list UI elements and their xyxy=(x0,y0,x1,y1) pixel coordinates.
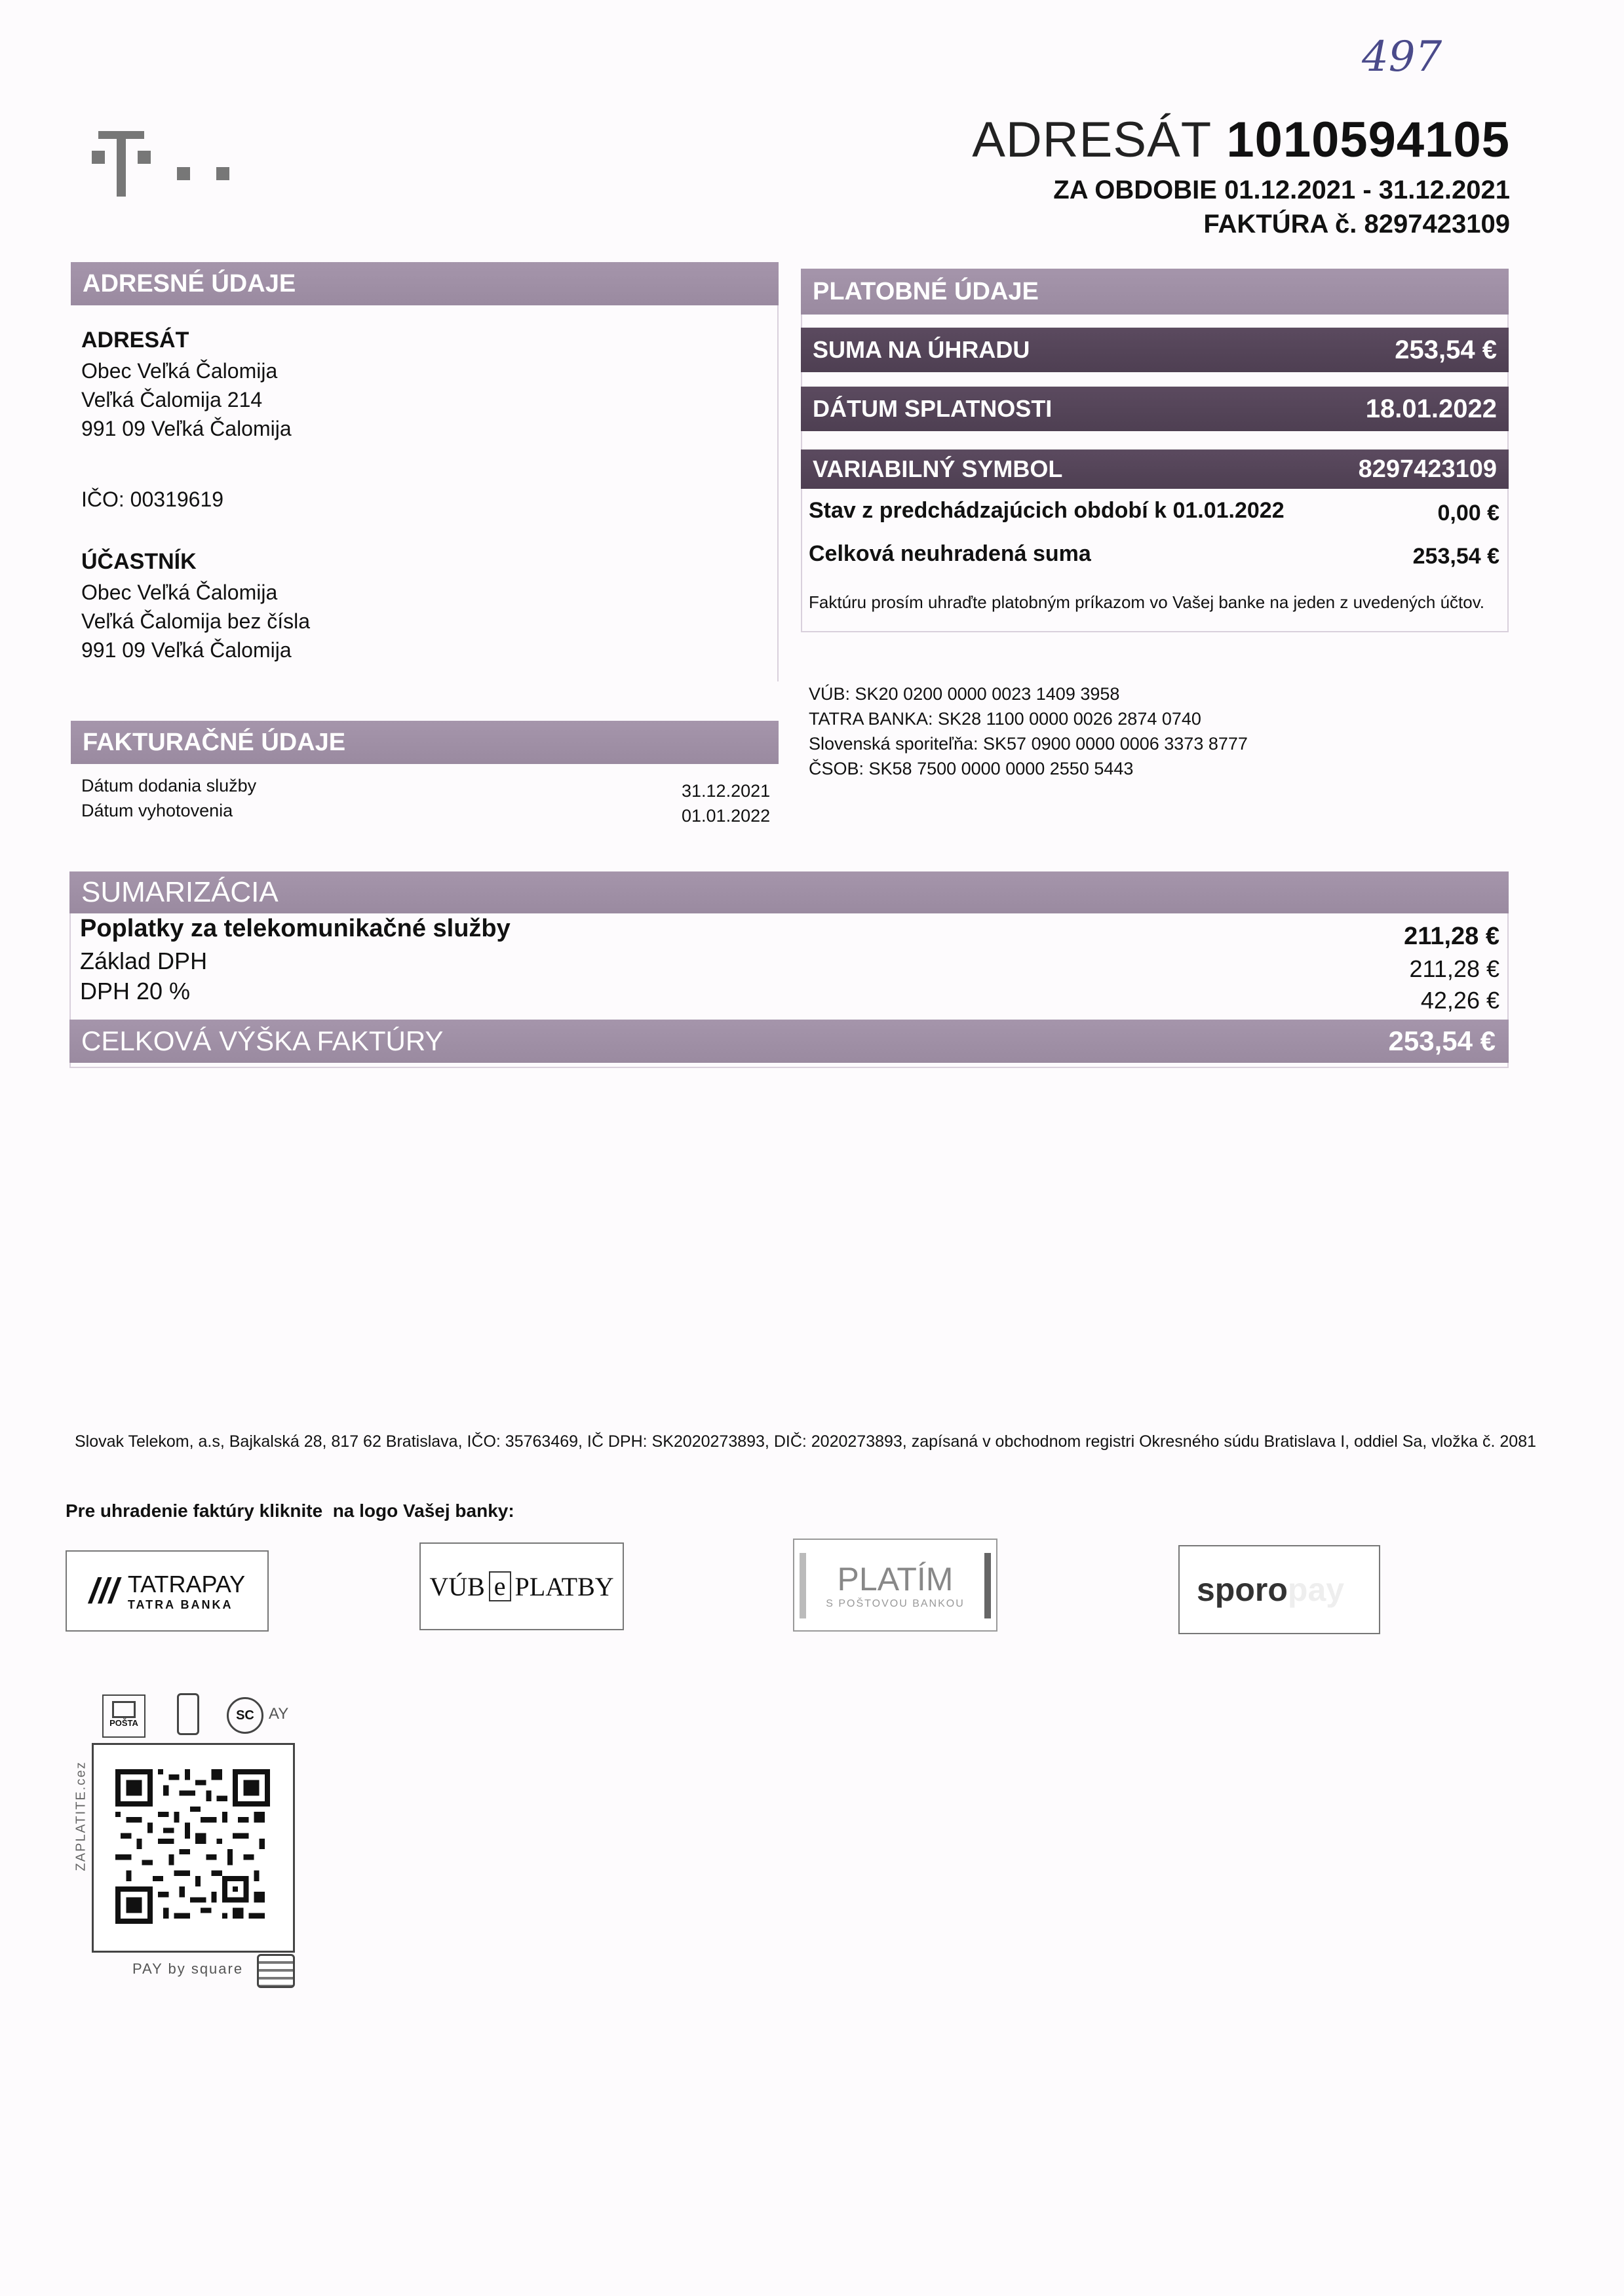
invoice-total-value: 253,54 € xyxy=(1388,1025,1496,1056)
summary-section-title: SUMARIZÁCIA xyxy=(69,871,1509,913)
platim-right-bracket xyxy=(984,1553,991,1618)
bank-accounts xyxy=(809,681,1248,781)
tatrapay-slash-icon: /// xyxy=(88,1571,119,1611)
company-info: Slovak Telekom, a.s, Bajkalská 28, 817 62 Bratislava, IČO: 35763469, IČ DPH: SK2020273893, DIČ: 2020273893, zapísaná v obchodnom registri Okresného súdu Bratislava I, oddiel Sa, vložka č. 2081 xyxy=(75,1432,1537,1451)
telekom-logo xyxy=(92,131,256,203)
qr-caption: PAY by square xyxy=(132,1961,244,1977)
address-line: Veľká Čalomija 214 xyxy=(81,388,263,411)
posta-label: POŠTA xyxy=(109,1718,138,1728)
variable-symbol-value: 8297423109 xyxy=(1358,455,1497,483)
vub-right: PLATBY xyxy=(514,1571,614,1601)
due-date-row xyxy=(801,387,1509,431)
card-icon xyxy=(257,1954,295,1988)
phone-icon xyxy=(177,1693,199,1735)
tatrapay-main: TATRAPAY xyxy=(127,1570,246,1598)
invoice-number: 8297423109 xyxy=(1364,210,1510,239)
due-date-label: DÁTUM SPLATNOSTI xyxy=(813,395,1053,422)
invoice-total-row xyxy=(69,1020,1509,1063)
sporopay-label: sporo xyxy=(1197,1571,1288,1608)
vat-base-label: Základ DPH xyxy=(80,947,208,974)
total-unpaid-value: 253,54 € xyxy=(1412,544,1499,569)
fees-label: Poplatky za telekomunikačné služby xyxy=(80,915,511,942)
address-line: 991 09 Veľká Čalomija xyxy=(81,638,292,662)
invoice-label: FAKTÚRA č. xyxy=(1203,210,1357,239)
platim-button[interactable] xyxy=(793,1539,997,1632)
vub-e-icon: e xyxy=(489,1571,511,1601)
address-section-title: ADRESNÉ ÚDAJE xyxy=(71,262,779,305)
scpay-icon: SC xyxy=(227,1697,263,1734)
addressee-address xyxy=(81,356,292,443)
addressee-number: 1010594105 xyxy=(1226,112,1510,168)
handwritten-annotation: 497 xyxy=(1362,33,1442,81)
address-line: Veľká Čalomija bez čísla xyxy=(81,609,311,633)
tatrapay-button[interactable] xyxy=(66,1550,269,1632)
vub-eplatby-button[interactable] xyxy=(419,1542,624,1630)
bank-account: TATRA BANKA: SK28 1100 0000 0026 2874 0740 xyxy=(809,709,1201,729)
billing-value: 01.01.2022 xyxy=(682,806,771,826)
vat-label: DPH 20 % xyxy=(80,978,191,1004)
address-line: Obec Veľká Čalomija xyxy=(81,581,278,604)
address-line: Obec Veľká Čalomija xyxy=(81,359,278,383)
addressee-heading: ADRESÁT xyxy=(81,328,189,353)
scpay-label: AY xyxy=(269,1705,289,1723)
due-date-value: 18.01.2022 xyxy=(1365,394,1497,423)
address-line: 991 09 Veľká Čalomija xyxy=(81,417,292,440)
billing-value: 31.12.2021 xyxy=(682,781,771,801)
tatrapay-sub: TATRA BANKA xyxy=(127,1598,233,1611)
payment-section-title: PLATOBNÉ ÚDAJE xyxy=(801,269,1509,315)
addressee-label: ADRESÁT xyxy=(972,112,1212,168)
amount-due-value: 253,54 € xyxy=(1395,335,1497,364)
bank-account: ČSOB: SK58 7500 0000 0000 2550 5443 xyxy=(809,759,1134,778)
period-value: 01.12.2021 - 31.12.2021 xyxy=(1224,176,1510,204)
billing-label: Dátum dodania služby xyxy=(81,776,257,795)
invoice-number-line xyxy=(1203,210,1510,239)
tatrapay-text xyxy=(128,1571,245,1612)
participant-address xyxy=(81,578,310,664)
vat-base-value: 211,28 € xyxy=(1409,955,1499,982)
addressee-header xyxy=(972,111,1510,168)
ico: IČO: 00319619 xyxy=(81,488,224,511)
billing-label: Dátum vyhotovenia xyxy=(81,801,233,820)
period-line xyxy=(1053,176,1510,205)
qr-side-text: ZAPLATITE.cez xyxy=(73,1761,88,1871)
participant-heading: ÚČASTNÍK xyxy=(81,549,197,574)
payment-note: Faktúru prosím uhraďte platobným príkazom vo Vašej banke na jeden z uvedených účtov. xyxy=(809,592,1485,612)
amount-due-row xyxy=(801,328,1509,372)
vub-left: VÚB xyxy=(429,1571,485,1601)
amount-due-label: SUMA NA ÚHRADU xyxy=(813,336,1030,363)
platim-main: PLATÍM xyxy=(837,1561,954,1598)
invoice-total-label: CELKOVÁ VÝŠKA FAKTÚRY xyxy=(81,1025,444,1056)
sporopay-faded: pay xyxy=(1287,1571,1345,1608)
previous-balance-value: 0,00 € xyxy=(1437,501,1499,526)
previous-balance-label: Stav z predchádzajúcich období k 01.01.2022 xyxy=(809,498,1285,523)
period-label: ZA OBDOBIE xyxy=(1053,176,1217,204)
total-unpaid-label: Celková neuhradená suma xyxy=(809,541,1091,566)
posta-envelope-icon xyxy=(112,1701,136,1718)
qr-code xyxy=(115,1769,270,1924)
platim-sub: S POŠTOVOU BANKOU xyxy=(826,1598,965,1609)
billing-section-title: FAKTURAČNÉ ÚDAJE xyxy=(71,721,779,764)
fees-value: 211,28 € xyxy=(1404,923,1499,950)
posta-icon xyxy=(102,1694,145,1738)
vat-value: 42,26 € xyxy=(1420,987,1499,1014)
bank-prompt: Pre uhradenie faktúry kliknite na logo Vašej banky: xyxy=(66,1501,514,1521)
platim-left-bracket xyxy=(800,1553,806,1618)
bank-account: VÚB: SK20 0200 0000 0023 1409 3958 xyxy=(809,684,1120,704)
variable-symbol-label: VARIABILNÝ SYMBOL xyxy=(813,455,1063,482)
variable-symbol-row xyxy=(801,450,1509,489)
bank-account: Slovenská sporiteľňa: SK57 0900 0000 0006 3373 8777 xyxy=(809,734,1248,754)
sporopay-button[interactable] xyxy=(1178,1545,1380,1634)
